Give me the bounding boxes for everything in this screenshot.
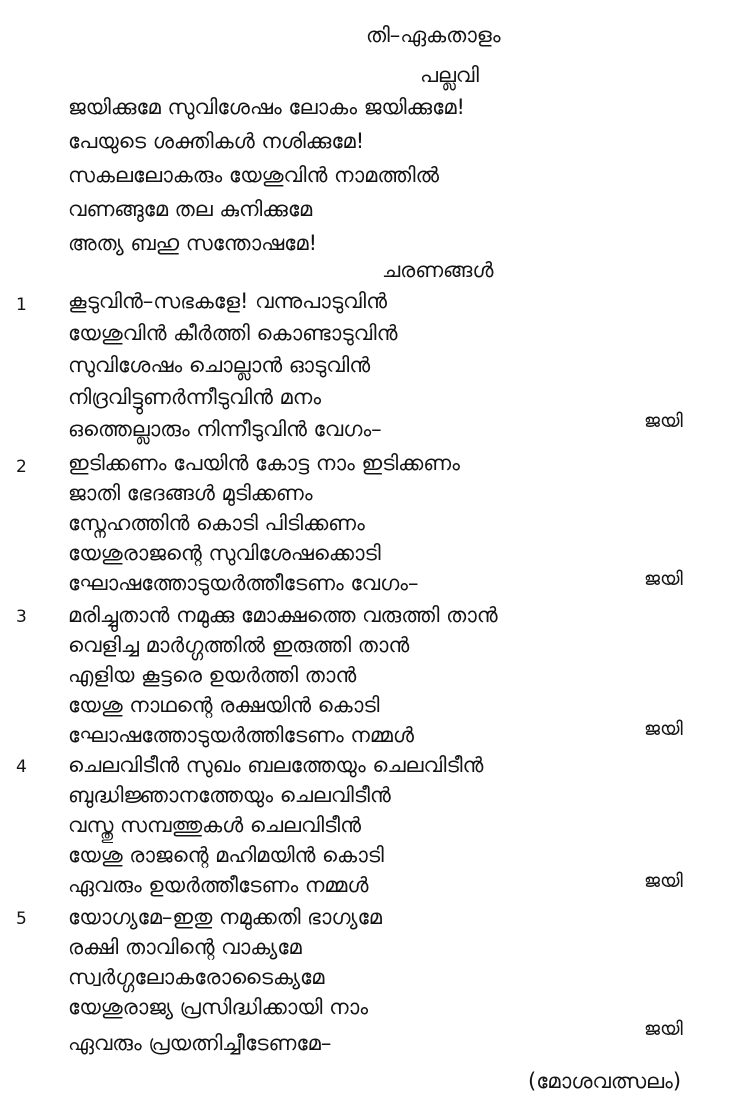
stanza-line: മരിച്ചുതാൻ നമുക്കു മോക്ഷത്തെ വരുത്തി താൻ [68, 603, 498, 627]
stanza-number: 5 [16, 909, 27, 929]
author-credit: (മോശവത്സലം) [528, 1069, 682, 1093]
stanza-line: കൂടുവിൻ–സഭകളേ! വന്നുപാടുവിൻ [68, 289, 387, 313]
refrain-marker: ജയി [644, 1018, 683, 1040]
stanza-line: യേശു നാഥന്റെ രക്ഷയിൻ കൊടി [68, 693, 380, 717]
stanza-line: രക്ഷി താവിന്റെ വാക്യമേ [68, 935, 302, 959]
pallavi-line: വണങ്ങുമേ തല കുനിക്കുമേ [68, 197, 313, 221]
stanza-line: ഘോഷത്തോടുയർത്തിടേണം നമ്മൾ [68, 723, 414, 747]
stanza-line: ഒത്തെല്ലാരും നിന്നീടുവിൻ വേഗം– [68, 417, 382, 441]
stanza-line: നിദ്രവിട്ടുണർന്നീടുവിൻ മനം [68, 385, 322, 409]
stanza-line: ജാതി ഭേദങ്ങൾ മുടിക്കണം [68, 481, 313, 505]
stanza-line: ഏവരും ഉയർത്തീടേണം നമ്മൾ [68, 873, 369, 897]
stanza-number: 2 [16, 457, 27, 477]
stanza-number: 4 [16, 757, 27, 777]
stanza-line: യേശു രാജന്റെ മഹിമയിൻ കൊടി [68, 843, 384, 867]
stanza-line: യോഗ്യമേ–ഇതു നമുക്കതി ഭാഗ്യമേ [68, 905, 382, 929]
stanza-number: 1 [16, 295, 27, 315]
stanza-line: സ്വർഗ്ഗലോകരോടൈക്യമേ [68, 965, 325, 989]
pallavi-line: അത്യ ബഹു സന്തോഷമേ! [68, 231, 317, 255]
stanza-line: വെളിച്ച മാർഗ്ഗത്തിൽ ഇരുത്തി താൻ [68, 633, 410, 657]
pallavi-line: പേയുടെ ശക്തികൾ നശിക്കുമേ! [68, 129, 365, 153]
refrain-marker: ജയി [644, 410, 683, 432]
stanza-line: യേശുരാജന്റെ സുവിശേഷക്കൊടി [68, 541, 381, 565]
stanza-line: ബുദ്ധിജ്ഞാനത്തേയും ചെലവിടീൻ [68, 783, 391, 807]
stanza-line: ഇടിക്കണം പേയിൻ കോട്ട നാം ഇടിക്കണം [68, 451, 460, 475]
pallavi-line: സകലലോകരും യേശുവിൻ നാമത്തിൽ [68, 163, 439, 187]
pallavi-heading: പല്ലവി [420, 63, 479, 87]
stanza-line: യേശുരാജ്യ പ്രസിദ്ധിക്കായി നാം [68, 995, 369, 1019]
stanza-line: സ്നേഹത്തിൻ കൊടി പിടിക്കണം [68, 511, 365, 535]
refrain-marker: ജയി [644, 870, 683, 892]
refrain-marker: ജയി [644, 568, 683, 590]
raga-tala-heading: തി–ഏകതാളം [366, 23, 501, 47]
stanza-number: 3 [16, 607, 27, 627]
stanza-line: വസ്തു സമ്പത്തുകൾ ചെലവിടീൻ [68, 813, 361, 837]
stanza-line: സുവിശേഷം ചൊല്ലാൻ ഓടുവിൻ [68, 353, 371, 377]
stanza-line: ഏവരും പ്രയത്നിച്ചീടേണമേ– [68, 1031, 332, 1055]
charanangal-heading: ചരണങ്ങൾ [382, 258, 494, 282]
stanza-line: ചെലവിടീൻ സുഖം ബലത്തേയും ചെലവിടീൻ [68, 753, 484, 777]
stanza-line: ഘോഷത്തോടുയർത്തീടേണം വേഗം– [68, 571, 419, 595]
stanza-line: യേശുവിൻ കീർത്തി കൊണ്ടാടുവിൻ [68, 321, 398, 345]
refrain-marker: ജയി [644, 718, 683, 740]
stanza-line: എളിയ കൂട്ടരെ ഉയർത്തി താൻ [68, 663, 357, 687]
pallavi-line: ജയിക്കുമേ സുവിശേഷം ലോകം ജയിക്കുമേ! [68, 95, 465, 119]
